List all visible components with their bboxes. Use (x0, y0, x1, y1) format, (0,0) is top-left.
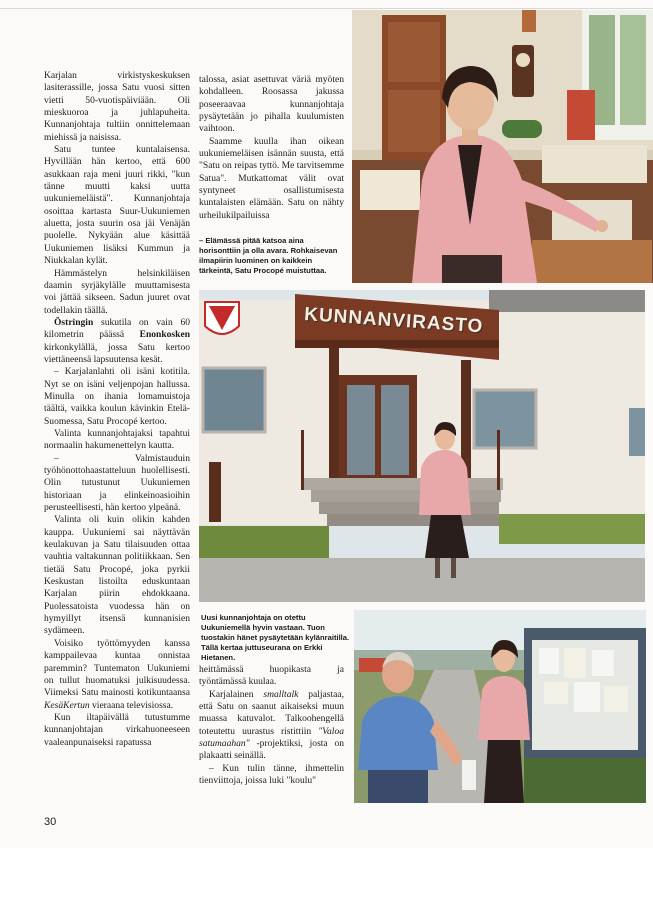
paragraph: Valinta kunnanjohtajaksi tapahtui normaalin hakumenettelyn kautta. (44, 427, 190, 452)
photo-kunnanvirasto-building (199, 290, 645, 602)
bold-place-name: Östringin (54, 316, 94, 328)
photo-caption-1: – Elämässä pitää katsoa aina horisonttiin ja olla avara. Rohkaisevan ilmapiirin luominen on kaikkein tärkeintä, Satu Procopé muistuttaa. (199, 236, 338, 275)
paragraph: Saamme kuulla ihan oikean uukuniemeläisen isännän suusta, että "Satu on reipas tyttö. Me tarvitsemme Satua". Mutkattomat välit ovat syntyneet osallistumisesta kuntalaisten elämään. Satu on nähty urheilukilpailuissa (199, 135, 344, 221)
top-edge-line (0, 8, 653, 9)
paragraph: Valinta oli kuin olikin kahden kauppa. Uukuniemi sai näyttävän keulakuvan ja Satu tilaisuuden ottaa vauhtia valtakunnan politiikkaan. Sen tietää Satu Procopé, joka pyrkii Keskustan listoilta eduskuntaan Karjalan piirin ehdokkaana. Puolessatoista vuodessa hän on hymyillyt itsensä kunnanisien sydämeen. (44, 514, 190, 637)
paragraph: – Kun tulin tänne, ihmettelin tienviittoja, joissa luki "koulu" (199, 762, 344, 787)
paragraph (199, 689, 344, 763)
paragraph: – Karjalanlahti oli isäni kotitila. Nyt se on isäni veljenpojan hallussa. Minulla on ihania lomamuistoja täältä, vaikka koulun kävinkin Etelä-Suomessa, Satu Procopé kertoo. (44, 366, 190, 427)
paragraph: Satu tuntee kuntalaisensa. Hyvillään hän kertoo, että 600 asukkaan raja meni juuri rikki, "kun tänne muutti kaksi uutta uukuniemeläistä". Kunnanjohtaja osoittaa kartasta Suur-Uukuniemen aluetta, josta suurin osa jäi Venäjän puolelle. Nykyään alue käsittää Uukuniemen lisäksi Kummun ja Niukkalan kylät. (44, 144, 190, 267)
text-run: kirkonkylällä, jossa Satu kertoo viettäneensä lapsuutensa kesät. (44, 341, 190, 365)
italic-title: "Valoa satumaahan" (199, 725, 344, 750)
text-run: Voisiko työttömyyden kanssa kamppailevaa kuntaa onnistaa paremmin? Tuntematon Uukuniemi on tullut huomatuksi julkisuudessa. Viimeksi Satu mainosti kotikuntaansa (44, 637, 190, 699)
paragraph: Karjalan virkistyskeskuksen lasiterassille, jossa Satu vuosi sitten vietti 50-vuotispäiviään. Oli mieskuoroa ja juhlapuheita. Kunnanjohtaja tultiin onnittelemaan miehissä ja naisissa. (44, 70, 190, 143)
article-column-1 (44, 70, 190, 749)
paragraph: Kun iltapäivällä tutustumme kunnanjohtajan virkahuoneeseen vaaleanpunaiseksi rapatussa (44, 711, 190, 748)
text-run: vieraana televisiossa. (92, 699, 174, 711)
page-number: 30 (44, 816, 57, 828)
paragraph: heittämässä huopikasta ja työntämässä kuulaa. (199, 664, 344, 688)
text-run: sukutila on vain 60 kilometrin päässä (44, 316, 191, 341)
paragraph: talossa, asiat asettuvat väriä myöten kohdalleen. Roosassa jakussa poseeraavaa kunnanjohtaja pysäytetään jo pihalla kuulumisten vaihtoon. (199, 74, 344, 135)
bottom-margin (0, 848, 653, 900)
article-column-3 (199, 664, 344, 787)
photo-office-portrait (352, 10, 653, 283)
paragraph: Hämmästelyn helsinkiläisen daamin syrjäkylälle muuttamisesta voi jättää sikseen. Sadun juuret ovat todellakin täällä. (44, 267, 190, 316)
italic-term: smalltalk (263, 688, 299, 700)
paragraph (44, 317, 190, 366)
photo-caption-3: Uusi kunnanjohtaja on otettu Uukuniemellä hyvin vastaan. Tuon tuostakin hänet pysäytetään kylänraitilla. Tällä kertaa juttuseurana on Erkki Hietanen. (201, 613, 350, 662)
paragraph (44, 638, 190, 712)
text-run: paljastaa, että Satu on saanut aikaiseksi muun muassa katuvalot. Talkoohengellä toteutettu uurastus ristittiin (199, 688, 344, 737)
italic-title: KesäKertun (44, 699, 90, 711)
building-sign-text: KUNNANVIRASTO (303, 304, 485, 338)
article-column-2 (199, 74, 344, 222)
text-run: Karjalainen (209, 688, 254, 700)
text-run: -projektiksi, josta on plakaatti seinällä. (199, 738, 344, 762)
paragraph: – Valmistauduin työhönottohaastatteluun huolellisesti. Olin tutustunut Uukuniemen historiaan ja elinkeinoasioihin perusteellisesti, hän kertoo ylpeänä. (44, 452, 190, 514)
photo-village-street (354, 610, 646, 803)
bold-place-name: Enonkosken (139, 329, 191, 341)
